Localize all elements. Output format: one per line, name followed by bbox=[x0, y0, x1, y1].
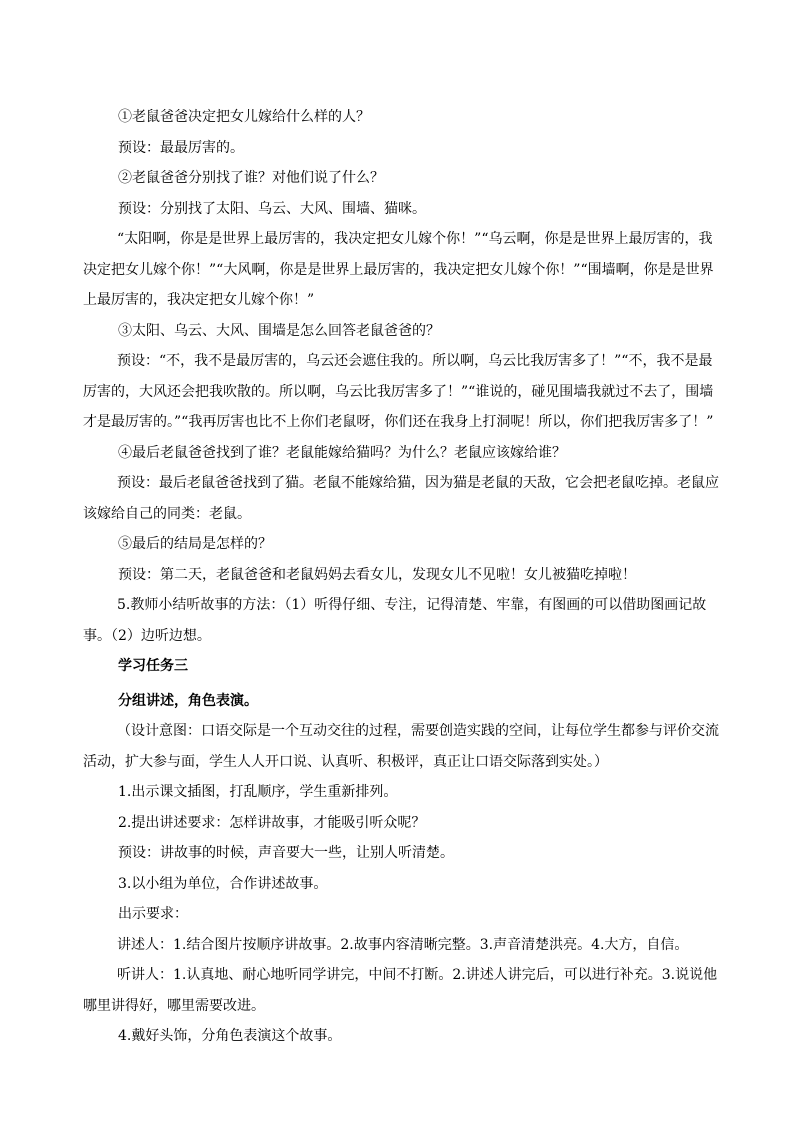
step-2-answer: 预设：讲故事的时候，声音要大一些，让别人听清楚。 bbox=[118, 845, 454, 861]
step-4: 4.戴好头饰，分角色表演这个故事。 bbox=[118, 1028, 342, 1044]
answer-4: 预设：最后老鼠爸爸找到了猫。老鼠不能嫁给猫，因为猫是老鼠的天敌，它会把老鼠吃掉。老鼠应该嫁给自己的同类：老鼠。 bbox=[83, 475, 719, 522]
answer-1: 预设：最最厉害的。 bbox=[118, 139, 244, 156]
question-3: ③太阳、乌云、大风、围墙是怎么回答老鼠爸爸的？ bbox=[118, 322, 440, 339]
answer-3: 预设：“不，我不是最厉害的，乌云还会遮住我的。所以啊，乌云比我厉害多了！”“不，我不是最厉害的，大风还会把我吹散的。所以啊，乌云比我厉害多了！”“谁说的，碰见围墙我就过不去了，围墙才是最厉害的。”“我再厉害也比不上你们老鼠呀，你们还在我身上打洞呢！所以，你们把我厉害多了！” bbox=[83, 353, 714, 430]
step-5-summary: 5.教师小结听故事的方法：（1）听得仔细、专注，记得清楚、牢靠，有图画的可以借助图画记故事。（2）边听边想。 bbox=[83, 597, 707, 644]
answer-2: 预设：分别找了太阳、乌云、大风、围墙、猫咪。 bbox=[118, 200, 426, 217]
step-3: 3.以小组为单位，合作讲述故事。 bbox=[118, 875, 328, 892]
listener-requirements: 听讲人：1.认真地、耐心地听同学讲完，中间不打断。2.讲述人讲完后，可以进行补充。3.说说他哪里讲得好，哪里需要改进。 bbox=[83, 967, 718, 1014]
question-5: ⑤最后的结局是怎样的？ bbox=[118, 536, 272, 552]
question-2: ②老鼠爸爸分别找了谁？对他们说了什么？ bbox=[118, 170, 384, 186]
question-4: ④最后老鼠爸爸找到了谁？老鼠能嫁给猫吗？为什么？老鼠应该嫁给谁？ bbox=[118, 444, 566, 461]
task-3-title: 分组讲述，角色表演。 bbox=[118, 692, 258, 709]
task-3-heading: 学习任务三 bbox=[118, 658, 188, 674]
document-page bbox=[83, 102, 725, 1052]
step-2: 2.提出讲述要求：怎样讲故事，才能吸引听众呢？ bbox=[118, 814, 426, 831]
answer-5: 预设：第二天，老鼠爸爸和老鼠妈妈去看女儿，发现女儿不见啦！女儿被猫吃掉啦！ bbox=[118, 566, 636, 583]
question-1: ①老鼠爸爸决定把女儿嫁给什么样的人？ bbox=[118, 109, 370, 125]
design-intent: （设计意图：口语交际是一个互动交往的过程，需要创造实践的空间，让每位学生都参与评价交流活动，扩大参与面，学生人人开口说、认真听、积极评，真正让口语交际落到实处。） bbox=[83, 723, 719, 770]
step-1: 1.出示课文插图，打乱顺序，学生重新排列。 bbox=[118, 784, 398, 800]
dialogue-quotes: “太阳啊，你是是世界上最厉害的，我决定把女儿嫁个你！”“乌云啊，你是是世界上最厉害的，我决定把女儿嫁个你！”“大风啊，你是是世界上最厉害的，我决定把女儿嫁个你！”“围墙啊，你是是世界上最厉害的，我决定把女儿嫁个你！” bbox=[83, 231, 714, 308]
requirements-label: 出示要求： bbox=[118, 906, 188, 922]
speaker-requirements: 讲述人：1.结合图片按顺序讲故事。2.故事内容清晰完整。3.声音清楚洪亮。4.大方，自信。 bbox=[117, 936, 689, 953]
